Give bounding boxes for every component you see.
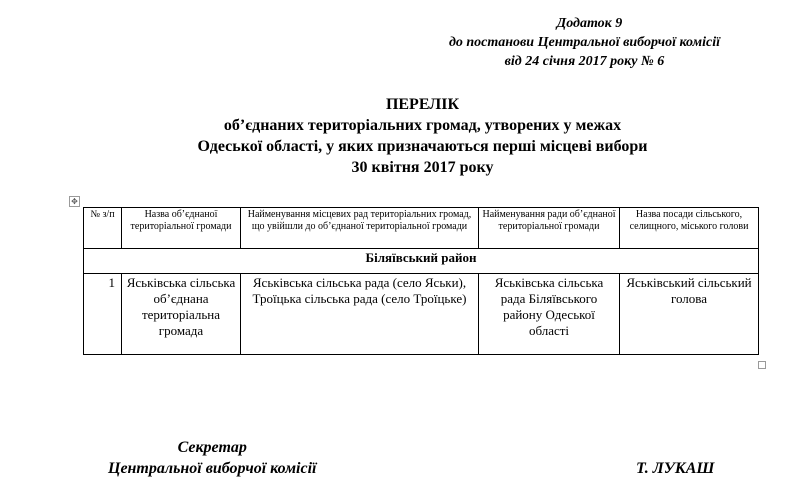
annex-resolution: до постанови Центральної виборчої комісії (448, 35, 720, 50)
title-line-3: Одеської області, у яких призначаються перші місцеві вибори (197, 138, 648, 155)
table-row (84, 274, 759, 355)
row-position: Яськівський сільський голова (620, 274, 759, 355)
header-position: Назва посади сільського, селищного, міського голови (620, 208, 759, 249)
region-row (84, 249, 759, 274)
header-council-name: Найменування ради об’єднаної територіальної громади (479, 208, 620, 249)
signature-role (108, 437, 316, 479)
header-councils: Найменування місцевих рад територіальних громад, що увійшли до об’єднаної територіальної громади (241, 208, 479, 249)
document-title (0, 94, 788, 178)
signature-role-line-1: Секретар (177, 439, 247, 456)
row-council-name: Яськівська сільська рада Біляївського району Одеської області (479, 274, 620, 355)
row-councils: Яськівська сільська рада (село Яськи), Троїцька сільська рада (село Троїцьке) (241, 274, 479, 355)
title-heading: ПЕРЕЛІК (385, 96, 460, 113)
table-header-row (84, 208, 759, 249)
signature-role-line-2: Центральної виборчої комісії (108, 460, 317, 477)
header-community: Назва об’єднаної територіальної громади (122, 208, 241, 249)
signature-name: Т. ЛУКАШ (636, 460, 715, 477)
annex-number: Додаток 9 (556, 16, 623, 31)
table-resize-handle-icon[interactable] (758, 361, 766, 369)
annex-header (449, 14, 720, 71)
communities-table (83, 207, 759, 355)
table-move-handle-icon[interactable]: ✥ (69, 196, 80, 207)
row-number: 1 (84, 274, 122, 355)
region-name: Біляївський район (84, 249, 759, 274)
annex-date: від 24 січня 2017 року № 6 (504, 54, 665, 69)
title-date: 30 квітня 2017 року (351, 159, 494, 176)
header-number: № з/п (84, 208, 122, 249)
title-line-2: об’єднаних територіальних громад, утворених у межах (223, 117, 622, 134)
row-community: Яськівська сільська об’єднана територіальна громада (122, 274, 241, 355)
